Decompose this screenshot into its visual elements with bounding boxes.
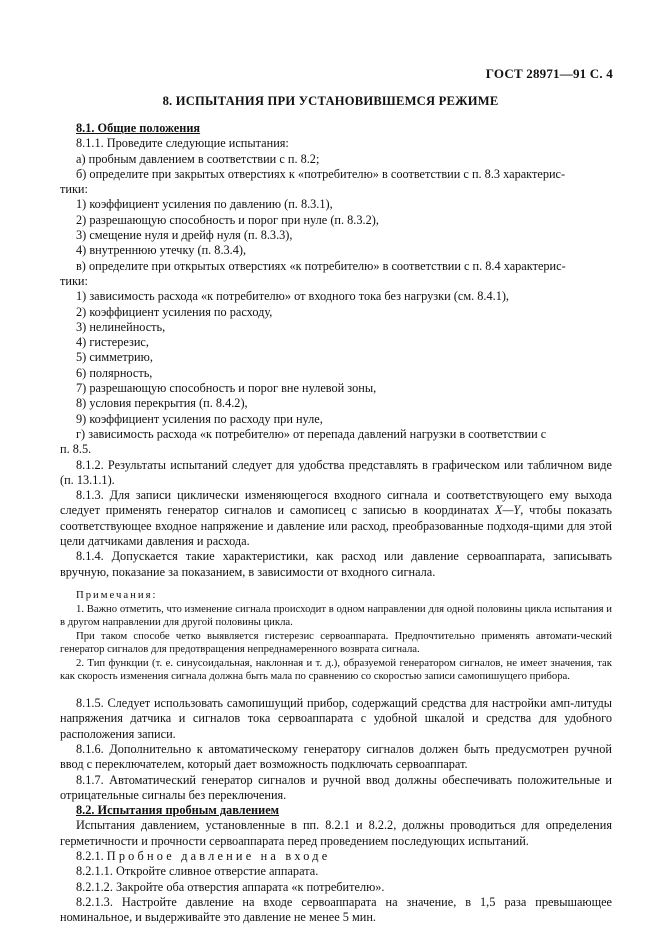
paragraph-8-1-3-part-1: 8.1.3. Для записи циклически изменяющегося входного сигнала и соответствующего ему выхода следует применять генератор сигналов и самописец с записью в координатах [60, 488, 612, 518]
list-item-a: а) пробным давлением в соответствии с п. 8.2; [76, 151, 320, 166]
list-item-b-cont: тики: [60, 182, 88, 197]
paragraph-8-1-7: 8.1.7. Автоматический генератор сигналов и ручной ввод должны обеспечивать положительные и отрицательные сигналы без переключения. [60, 772, 612, 802]
paragraph-8-1-4: 8.1.4. Допускается такие характеристики, как расход или давление сервоаппарата, записывать вручную, показание за показанием, в зависимости от входного сигнала. [60, 549, 612, 579]
list-item-b-3: 3) смещение нуля и дрейф нуля (п. 8.3.3), [76, 228, 293, 243]
paragraph-8-1-6: 8.1.6. Дополнительно к автоматическому генератору сигналов должен быть предусмотрен ручной ввод с переключателем, который дает возможность подключать сервоаппарат. [60, 741, 612, 772]
paragraph-8-2-1-1: 8.2.1.1. Откройте сливное отверстие аппарата. [76, 864, 319, 879]
document-body [60, 121, 612, 926]
paragraph-8-2-1-title: Пробное давление на входе [106, 849, 331, 864]
list-item-b-4: 4) внутреннюю утечку (п. 8.3.4), [76, 243, 247, 258]
notes-block [60, 589, 612, 684]
note-1-continued: При таком способе четко выявляется гистерезис сервоаппарата. Предпочтительно применять автомати-ческий генератор сигналов для предотвращения непреднамеренного возврата сигнала. [60, 629, 612, 656]
paragraph-8-1-2: 8.1.2. Результаты испытаний следует для удобства представлять в графическом или табличном виде (п. 13.1.1). [60, 457, 612, 487]
section-title: 8. ИСПЫТАНИЯ ПРИ УСТАНОВИВШЕМСЯ РЕЖИМЕ [162, 94, 499, 108]
list-item-v-cont: тики: [60, 273, 88, 288]
list-item-v-4: 4) гистерезис, [76, 335, 149, 350]
list-item-b-2: 2) разрешающую способность и порог при нуле (п. 8.3.2), [76, 212, 379, 227]
subsection-heading-8-2: 8.2. Испытания пробным давлением [76, 803, 280, 818]
list-item-v: в) определите при открытых отверстиях «к потребителю» в соответствии с п. 8.4 характерис- [76, 258, 566, 273]
list-item-g-cont: п. 8.5. [60, 442, 92, 457]
list-item-v-1: 1) зависимость расхода «к потребителю» от входного тока без нагрузки (см. 8.4.1), [76, 289, 510, 304]
paragraph-8-1-5: 8.1.5. Следует использовать самопишущий прибор, содержащий средства для настройки амп-литуды напряжения датчика и сигналов тока сервоаппарата с удобной шкалой и средства для удобного расположения записи. [60, 696, 612, 741]
paragraph-8-2-1-number: 8.2.1. [76, 849, 104, 864]
list-item-v-7: 7) разрешающую способность и порог вне нулевой зоны, [76, 381, 377, 396]
list-item-b-1: 1) коэффициент усиления по давлению (п. 8.3.1), [76, 197, 333, 212]
list-item-b: б) определите при закрытых отверстиях к «потребителю» в соответствии с п. 8.3 характерис- [76, 166, 566, 181]
paragraph-8-2-1 [60, 849, 612, 864]
list-item-g: г) зависимость расхода «к потребителю» от перепада давлений нагрузки в соответствии с [76, 426, 547, 441]
paragraph-8-2-1-3: 8.2.1.3. Настройте давление на входе сервоаппарата на значение, в 1,5 раза превышающее номинальное, и выдерживайте это давление не менее 5 мин. [60, 894, 612, 925]
xy-coordinates: X—Y [494, 503, 521, 518]
subsection-heading-8-1: 8.1. Общие положения [76, 121, 201, 135]
note-2: 2. Тип функции (т. е. синусоидальная, наклонная и т. д.), образуемой генератором сигналов, не имеет значения, так как скорость изменения сигнала должна быть мала по сравнению со скоростью записи самопишущего прибора. [60, 656, 612, 683]
paragraph-8-1-3 [60, 488, 612, 549]
paragraph-8-1-1: 8.1.1. Проведите следующие испытания: [76, 136, 289, 151]
document-reference: ГОСТ 28971—91 С. 4 [485, 66, 613, 81]
list-item-v-6: 6) полярность, [76, 365, 153, 380]
list-item-v-3: 3) нелинейность, [76, 319, 166, 334]
paragraph-8-2-1-2: 8.2.1.2. Закройте оба отверстия аппарата «к потребителю». [76, 879, 385, 894]
paragraph-8-1-3-part-2: , чтобы показать соответствующее входное напряжение и давление или расход, преобразованные подходя-щими для этой цели датчиками давления и расхода. [60, 503, 612, 549]
list-item-v-8: 8) условия перекрытия (п. 8.4.2), [76, 396, 248, 411]
paragraph-8-2-intro: Испытания давлением, установленные в пп. 8.2.1 и 8.2.2, должны проводиться для определения герметичности и прочности сервоаппарата перед проведением последующих испытаний. [60, 818, 612, 848]
list-item-v-9: 9) коэффициент усиления по расходу при нуле, [76, 411, 323, 426]
list-item-v-5: 5) симметрию, [76, 350, 153, 365]
list-item-v-2: 2) коэффициент усиления по расходу, [76, 304, 273, 319]
note-1: 1. Важно отметить, что изменение сигнала происходит в одном направлении для одной половины цикла испытания и в другом направлении для другой половины цикла. [60, 602, 612, 629]
notes-title: Примечания: [76, 588, 158, 601]
